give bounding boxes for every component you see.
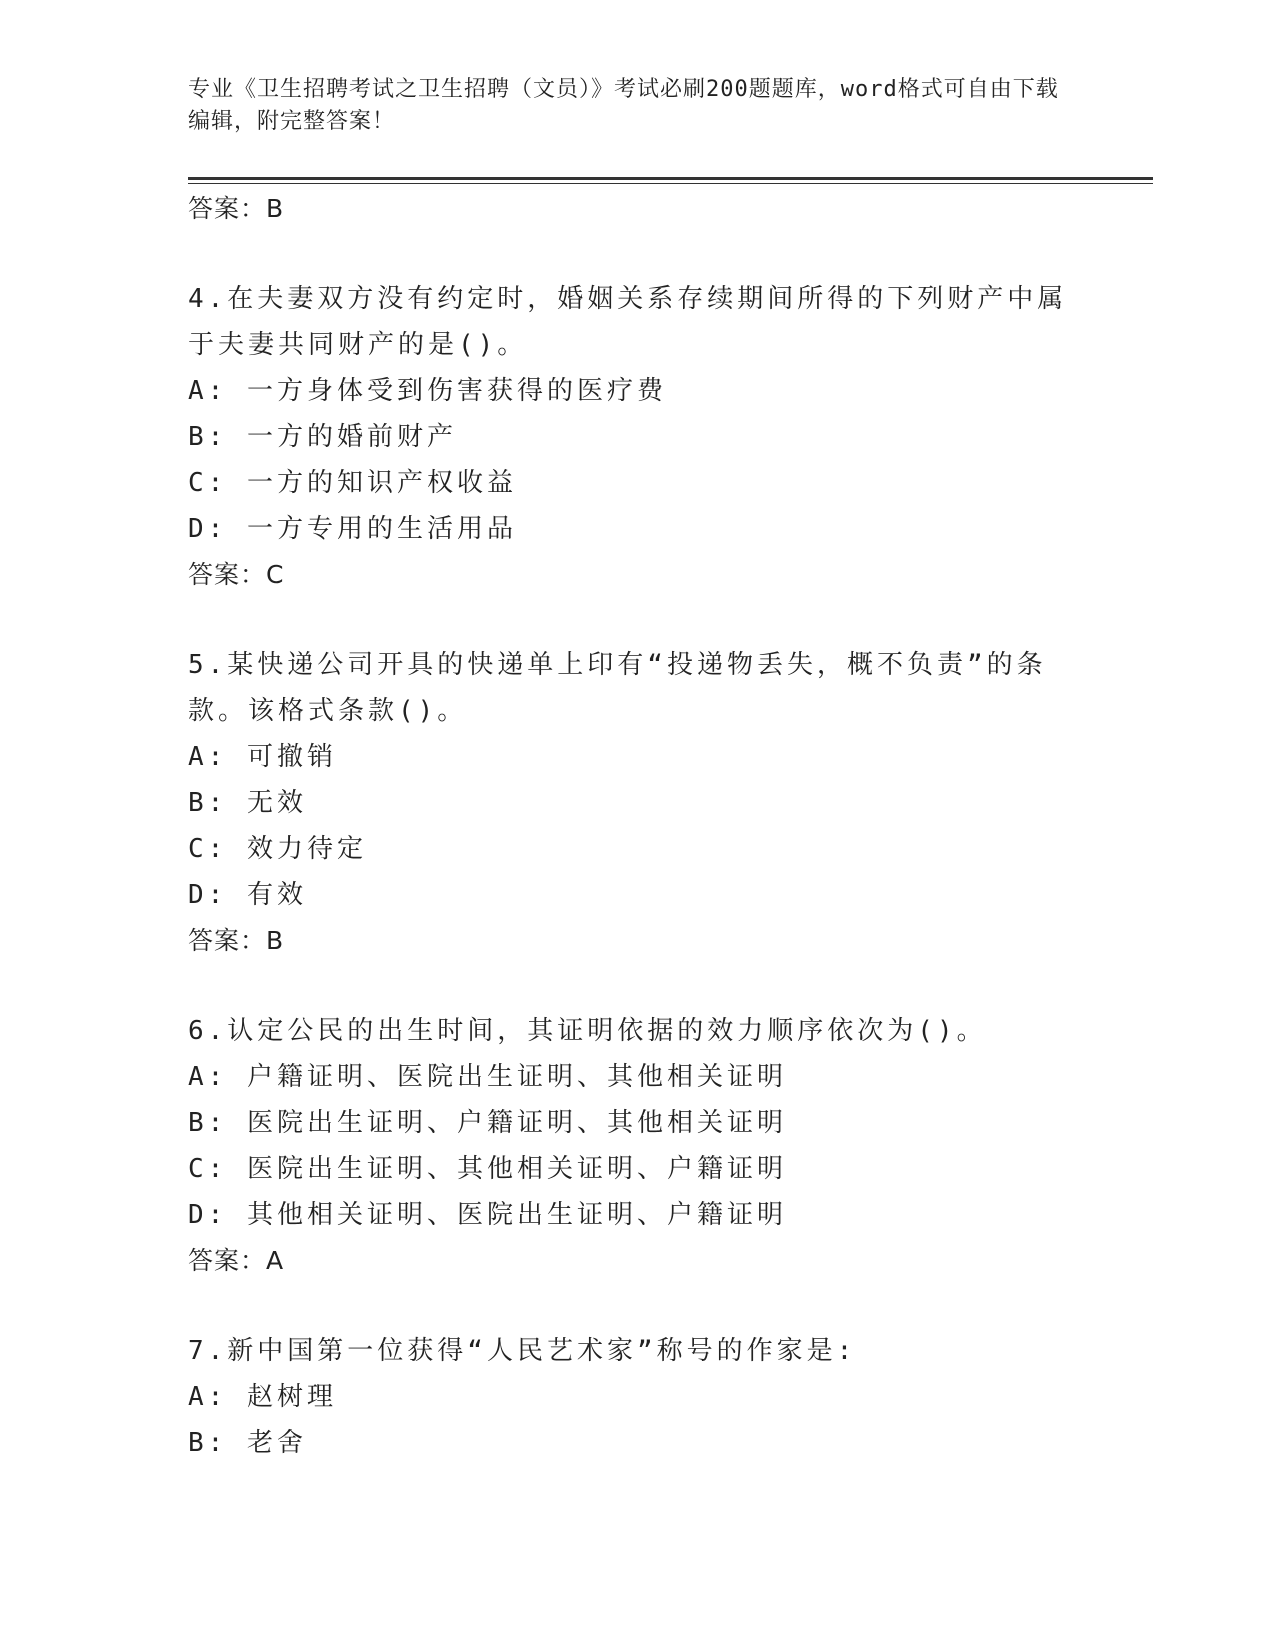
option-a: A: 赵树理 — [188, 1382, 337, 1412]
option-b: B: 老舍 — [188, 1428, 307, 1458]
option-c: C: 医院出生证明、其他相关证明、户籍证明 — [188, 1154, 787, 1184]
question-text: 5.某快递公司开具的快递单上印有“投递物丢失，概不负责”的条款。该格式条款()。 — [188, 650, 1047, 726]
answer-line: 答案：B — [188, 926, 285, 955]
option-a: A: 可撤销 — [188, 742, 337, 772]
question-item — [188, 1328, 1088, 1466]
question-item — [188, 642, 1088, 964]
option-d: D: 一方专用的生活用品 — [188, 514, 517, 544]
option-c: C: 效力待定 — [188, 834, 367, 864]
option-d: D: 其他相关证明、医院出生证明、户籍证明 — [188, 1200, 787, 1230]
question-text: 4.在夫妻双方没有约定时，婚姻关系存续期间所得的下列财产中属于夫妻共同财产的是()。 — [188, 284, 1068, 360]
option-b: B: 医院出生证明、户籍证明、其他相关证明 — [188, 1108, 787, 1138]
header-divider-thin — [188, 183, 1153, 184]
question-item — [188, 1008, 1088, 1284]
option-d: D: 有效 — [188, 880, 307, 910]
answer-line: 答案：B — [188, 194, 285, 223]
option-a: A: 一方身体受到伤害获得的医疗费 — [188, 376, 667, 406]
question-item — [188, 276, 1088, 598]
document-header: 专业《卫生招聘考试之卫生招聘（文员）》考试必刷200题题库，word格式可自由下载编辑，附完整答案！ — [188, 77, 1059, 134]
option-b: B: 一方的婚前财产 — [188, 422, 457, 452]
option-a: A: 户籍证明、医院出生证明、其他相关证明 — [188, 1062, 787, 1092]
question-list — [188, 186, 1088, 1466]
question-text: 7.新中国第一位获得“人民艺术家”称号的作家是: — [188, 1336, 857, 1366]
option-b: B: 无效 — [188, 788, 307, 818]
question-text: 6.认定公民的出生时间，其证明依据的效力顺序依次为()。 — [188, 1016, 987, 1046]
answer-line: 答案：C — [188, 560, 285, 589]
answer-line: 答案：A — [188, 1246, 285, 1275]
option-c: C: 一方的知识产权收益 — [188, 468, 517, 498]
header-divider-thick — [188, 177, 1153, 180]
